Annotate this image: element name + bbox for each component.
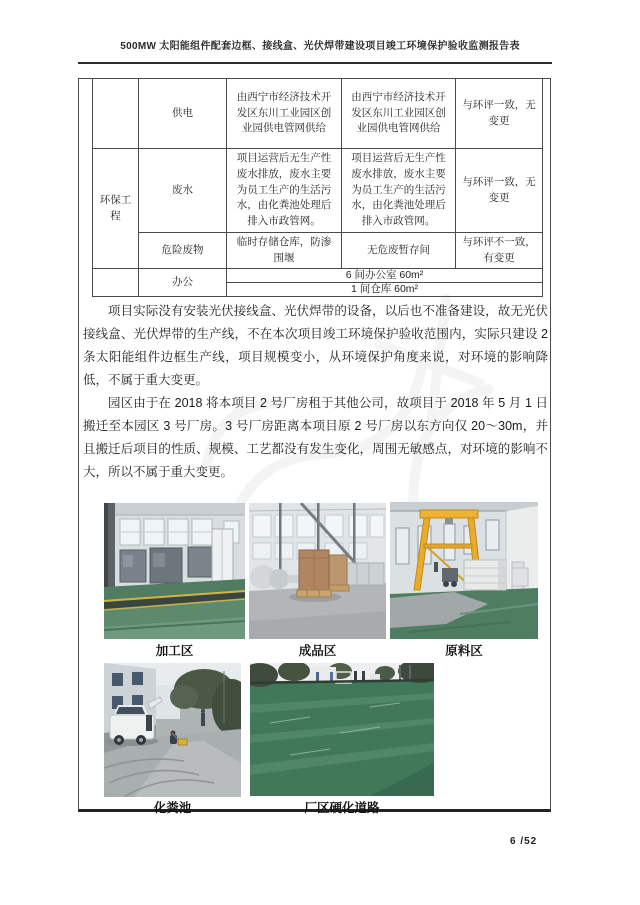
actual-cell: 由西宁市经济技术开发区东川工业园区创业园供电管网供给 — [227, 79, 342, 149]
body-text — [83, 300, 548, 484]
photo-septic-tank — [104, 663, 241, 797]
group-cell-empty — [93, 269, 139, 297]
item-cell: 废水 — [139, 149, 227, 233]
eia-comparison-table — [92, 78, 543, 297]
eia-cell: 无危废暂存间 — [342, 233, 456, 269]
actual-cell: 临时存储仓库，防渗围堰 — [227, 233, 342, 269]
outdoor-road-illustration — [104, 663, 241, 797]
office-line-1: 6 间办公室 60m² — [227, 269, 543, 283]
warehouse-illustration — [249, 503, 386, 639]
caption-processing-area: 加工区 — [155, 644, 194, 658]
conclusion-cell: 与环评一致，无变更 — [456, 79, 543, 149]
paragraph-relocation: 园区由于在 2018 将本项目 2 号厂房租于其他公司，故项目于 2018 年 5 月 1 日搬迁至本园区 3 号厂房。3 号厂房距离本项目原 2 号厂房以东方向仅 20～30m，并且搬迁后项目的性质、规模、工艺都没有发生变化，周围无敏感点，对环境的影响不大，所以不属于重大变更。 — [83, 396, 548, 479]
photo-processing-area — [104, 503, 245, 639]
table-row-office-1 — [93, 269, 543, 283]
paragraph-change-scope: 项目实际没有安装光伏接线盒、光伏焊带的设备，以后也不准备建设，故无光伏接线盒、光伏焊带的生产线，不在本次项目竣工环境保护验收范围内，实际只建设 2 条太阳能组件边框生产线，项目规模变小，从环境保护角度来说，对环境的影响降低，不属于重大变更。 — [83, 304, 548, 387]
caption-hardened-road: 厂区硬化道路 — [304, 801, 380, 815]
photo-hardened-road — [250, 663, 434, 796]
eia-cell: 由西宁市经济技术开发区东川工业园区创业园供电管网供给 — [342, 79, 456, 149]
gantry-crane-illustration — [390, 502, 538, 639]
caption-septic-tank: 化粪池 — [153, 801, 192, 815]
group-cell-empty — [93, 79, 139, 149]
table-row-wastewater — [93, 149, 543, 233]
photo-finished-goods-area — [249, 503, 386, 639]
conclusion-cell: 与环评一致，无变更 — [456, 149, 543, 233]
page-number: 6 /52 — [510, 836, 538, 847]
actual-cell: 项目运营后无生产性废水排放，废水主要为员工生产的生活污水，由化粪池处理后排入市政管网。 — [227, 149, 342, 233]
item-cell: 办公 — [139, 269, 227, 297]
photo-raw-material-area — [390, 502, 538, 639]
green-floor-illustration — [250, 663, 434, 796]
conclusion-cell: 与环评不一致，有变更 — [456, 233, 543, 269]
caption-raw-material-area: 原料区 — [445, 644, 483, 658]
group-cell: 环保工程 — [93, 149, 139, 269]
eia-cell: 项目运营后无生产性废水排放，废水主要为员工生产的生活污水，由化粪池处理后排入市政管网。 — [342, 149, 456, 233]
table-row-power — [93, 79, 543, 149]
office-line-2: 1 间仓库 60m² — [227, 283, 543, 297]
factory-hall-illustration — [104, 503, 245, 639]
caption-finished-goods-area: 成品区 — [298, 644, 337, 658]
content-frame — [78, 78, 551, 815]
title-underline — [78, 62, 552, 64]
item-cell: 供电 — [139, 79, 227, 149]
document-title: 500MW 太阳能组件配套边框、接线盒、光伏焊带建设项目竣工环境保护验收监测报告表 — [120, 41, 520, 52]
table-row-hazardous — [93, 233, 543, 269]
item-cell: 危险废物 — [139, 233, 227, 269]
